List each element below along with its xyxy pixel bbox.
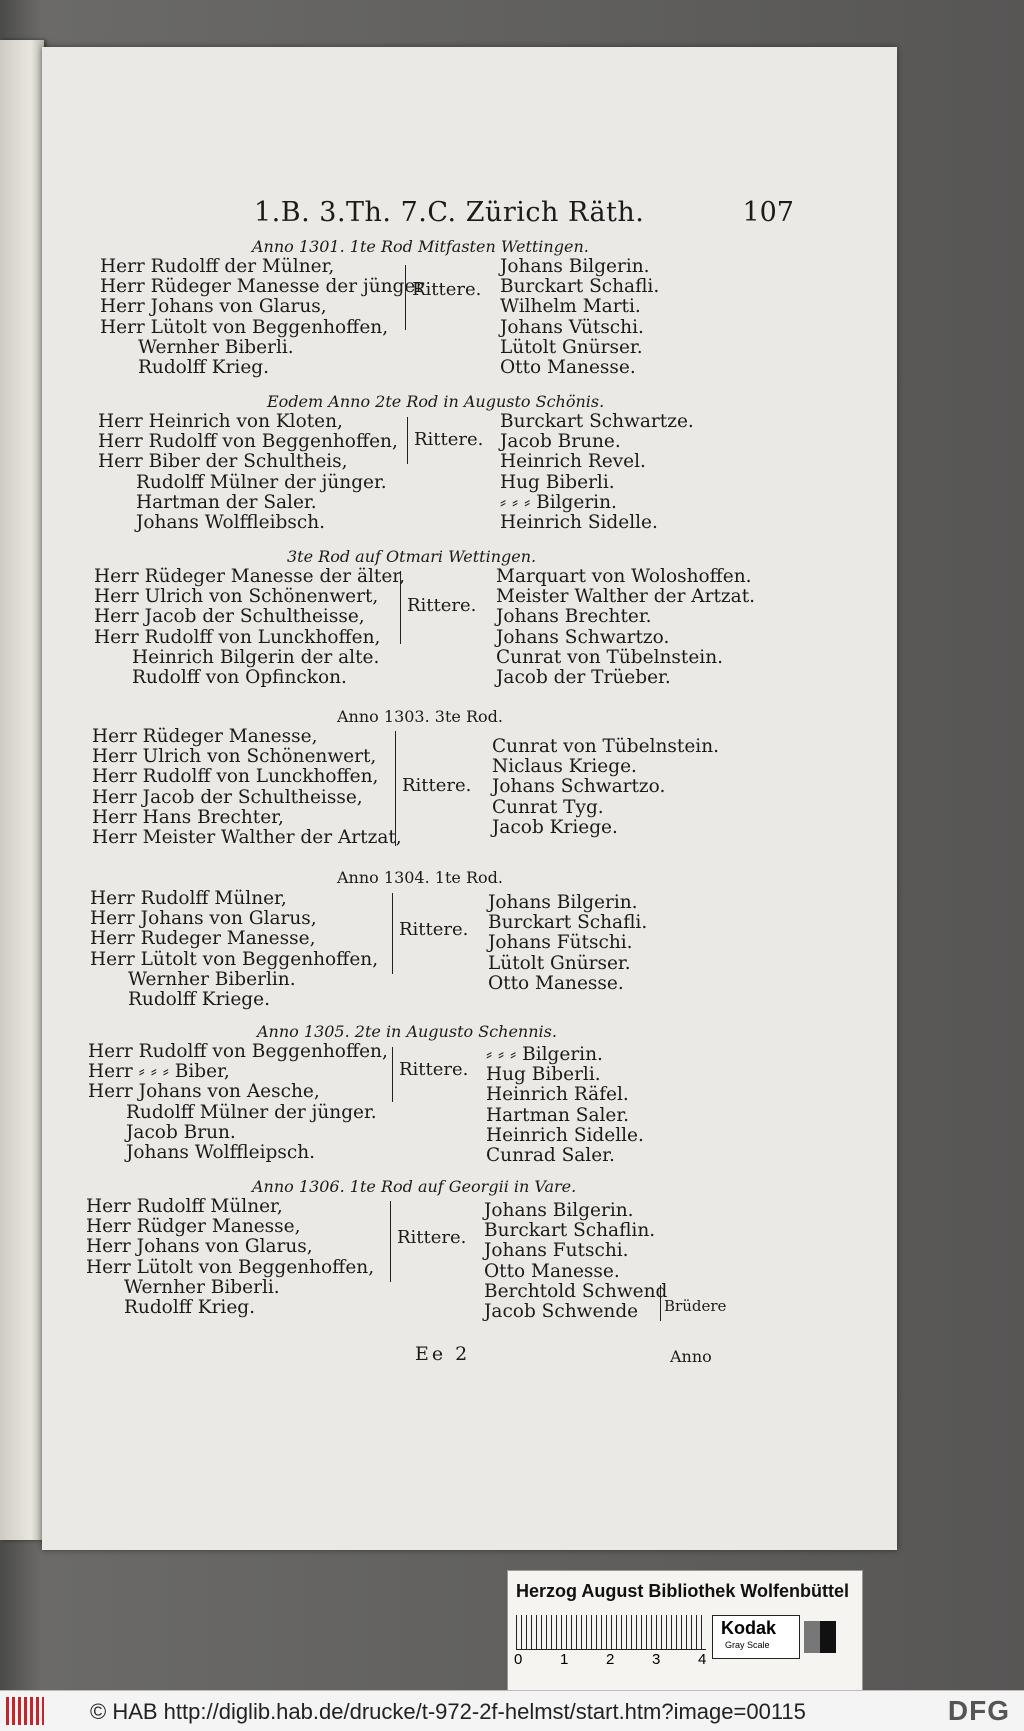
list-item: Burckart Schafli. xyxy=(488,912,648,934)
signature-mark: Ee 2 xyxy=(415,1343,471,1365)
rittere-brace: Rittere. xyxy=(400,571,476,644)
list-item: Rudolff Krieg. xyxy=(138,356,270,378)
dfg-logo: DFG xyxy=(947,1695,1010,1726)
list-item: ⸗ ⸗ ⸗ Bilgerin. xyxy=(500,491,617,513)
list-item: Hartman der Saler. xyxy=(136,491,317,513)
left-column xyxy=(98,412,398,533)
list-item: Wernher Biberlin. xyxy=(128,968,296,990)
rittere-brace: Rittere. xyxy=(405,265,481,330)
list-item: Herr Ulrich von Schönenwert, xyxy=(92,746,377,768)
list-item: Johans Vütschi. xyxy=(500,316,644,338)
list-item: Heinrich Sidelle. xyxy=(486,1124,644,1146)
list-item: Johans Schwartzo. xyxy=(492,776,666,798)
gray-patch xyxy=(804,1621,836,1653)
library-color-card xyxy=(507,1570,863,1692)
list-item: Johans Bilgerin. xyxy=(500,256,650,277)
list-item: Herr Rudolff von Beggenhoffen, xyxy=(88,1041,388,1062)
right-column xyxy=(496,567,755,688)
list-item: Herr Lütolt von Beggenhoffen, xyxy=(90,948,379,970)
library-name: Herzog August Bibliothek Wolfenbüttel xyxy=(516,1581,849,1601)
list-item: Herr Rudeger Manesse, xyxy=(90,928,316,950)
list-item: Cunrat von Tübelnstein. xyxy=(492,736,720,757)
ruler-number: 0 xyxy=(514,1651,523,1668)
list-item: Heinrich Räfel. xyxy=(486,1084,629,1106)
list-item: Cunrat Tyg. xyxy=(492,796,604,818)
list-item: Marquart von Woloshoffen. xyxy=(496,566,752,587)
right-column xyxy=(486,1045,644,1166)
list-item: Herr Rudolff Mülner, xyxy=(86,1196,283,1217)
bruder-brace xyxy=(660,1285,661,1321)
list-item: Herr Johans von Glarus, xyxy=(90,908,317,930)
rittere-brace: Rittere. xyxy=(395,731,471,846)
list-item: Niclaus Kriege. xyxy=(492,756,637,778)
list-item: Hug Biberli. xyxy=(500,471,615,493)
list-item: Hug Biberli. xyxy=(486,1064,601,1086)
source-url[interactable]: © HAB http://diglib.hab.de/drucke/t-972-2f-helmst/start.htm?image=00115 xyxy=(90,1699,806,1724)
list-item: Cunrat von Tübelnstein. xyxy=(496,646,724,668)
list-item: Herr Heinrich von Kloten, xyxy=(98,411,343,432)
list-item: Lütolt Gnürser. xyxy=(488,952,631,974)
section-heading: Anno 1304. 1te Rod. xyxy=(337,868,503,887)
kodak-logo: Kodak xyxy=(721,1618,777,1638)
rittere-brace: Rittere. xyxy=(392,1047,468,1102)
list-item: Jacob Kriege. xyxy=(492,816,618,838)
list-item: Johans Bilgerin. xyxy=(488,892,638,913)
list-item: Meister Walther der Artzat. xyxy=(496,586,756,608)
list-item: Herr Ulrich von Schönenwert, xyxy=(94,586,379,608)
section-heading: Eodem Anno 2te Rod in Augusto Schönis. xyxy=(267,392,605,411)
list-item: Herr Johans von Aesche, xyxy=(88,1081,320,1103)
page-number: 107 xyxy=(742,197,794,228)
right-column xyxy=(488,893,647,994)
section-heading: 3te Rod auf Otmari Wettingen. xyxy=(287,547,537,566)
list-item: Otto Manesse. xyxy=(500,356,636,378)
ruler-number: 2 xyxy=(606,1651,615,1668)
list-item: Otto Manesse. xyxy=(484,1260,620,1282)
list-item: Johans Futschi. xyxy=(484,1240,629,1262)
list-item: Herr Rudolff von Lunckhoffen, xyxy=(94,626,381,648)
page-header xyxy=(254,197,794,237)
list-item: Heinrich Bilgerin der alte. xyxy=(132,646,380,668)
left-column xyxy=(90,889,378,1010)
rittere-brace: Rittere. xyxy=(392,893,468,974)
list-item: Herr Rüdger Manesse, xyxy=(86,1216,301,1238)
list-item: Jacob der Trüeber. xyxy=(496,666,671,688)
gray-scale-label: Gray Scale xyxy=(725,1640,770,1650)
list-item: ⸗ ⸗ ⸗ Bilgerin. xyxy=(486,1044,603,1065)
section-heading: Anno 1303. 3te Rod. xyxy=(337,707,503,726)
list-item: Johans Schwartzo. xyxy=(496,626,670,648)
facing-page-edge xyxy=(0,40,44,1540)
list-item: Burckart Schafli. xyxy=(500,276,660,298)
kodak-gray-scale xyxy=(712,1615,800,1659)
left-column xyxy=(94,567,405,688)
list-item: Johans Fütschi. xyxy=(488,932,633,954)
list-item: Herr Lütolt von Beggenhoffen, xyxy=(100,316,389,338)
list-item: Otto Manesse. xyxy=(488,972,624,994)
list-item: Herr Rüdeger Manesse der jünger xyxy=(100,276,425,298)
list-item: Johans Bilgerin. xyxy=(484,1200,634,1221)
section-heading: Anno 1301. 1te Rod Mitfasten Wettingen. xyxy=(252,237,589,256)
section-heading: Anno 1305. 2te in Augusto Schennis. xyxy=(257,1022,557,1041)
list-item: Johans Wolffleipsch. xyxy=(126,1141,316,1163)
list-item: Herr Lütolt von Beggenhoffen, xyxy=(86,1256,375,1278)
left-column xyxy=(86,1197,374,1318)
list-item: Johans Wolffleibsch. xyxy=(136,511,326,533)
running-title: 1.B. 3.Th. 7.C. Zürich Räth. xyxy=(254,197,645,228)
ruler-number: 4 xyxy=(698,1651,707,1668)
right-column xyxy=(500,257,659,378)
list-item: Lütolt Gnürser. xyxy=(500,336,643,358)
list-item: Rudolff Mülner der jünger. xyxy=(136,471,387,493)
rittere-brace: Rittere. xyxy=(390,1201,466,1282)
right-column xyxy=(500,412,694,533)
section-heading: Anno 1306. 1te Rod auf Georgii in Vare. xyxy=(252,1177,577,1196)
list-item: Herr Rudolff von Lunckhoffen, xyxy=(92,766,379,788)
bruder-label: Brüdere xyxy=(664,1297,727,1315)
list-item: Jacob Brun. xyxy=(126,1121,236,1143)
viewer-footer xyxy=(0,1690,1024,1731)
list-item: Herr Rudolff Mülner, xyxy=(90,888,287,909)
list-item: Wernher Biberli. xyxy=(124,1276,280,1298)
list-item: Heinrich Revel. xyxy=(500,451,646,473)
list-item: Jacob Brune. xyxy=(500,431,621,453)
ruler-number: 1 xyxy=(560,1651,569,1668)
list-item: Burckart Schaflin. xyxy=(484,1220,656,1242)
list-item: Wilhelm Marti. xyxy=(500,296,641,318)
list-item: Herr ⸗ ⸗ ⸗ Biber, xyxy=(88,1061,230,1083)
left-column xyxy=(100,257,424,378)
list-item: Herr Rüdeger Manesse der älter, xyxy=(94,566,405,587)
list-item: Johans Brechter. xyxy=(496,606,652,628)
list-item: Berchtold Schwend xyxy=(484,1280,668,1302)
ruler-number: 3 xyxy=(652,1651,661,1668)
list-item: Herr Rüdeger Manesse, xyxy=(92,726,318,747)
list-item: Herr Jacob der Schultheisse, xyxy=(92,786,363,808)
right-column xyxy=(484,1201,667,1322)
list-item: Jacob Schwende xyxy=(484,1300,639,1322)
list-item: Heinrich Sidelle. xyxy=(500,511,658,533)
right-column xyxy=(492,737,719,838)
list-item: Herr Meister Walther der Artzat, xyxy=(92,826,402,848)
list-item: Herr Johans von Glarus, xyxy=(100,296,327,318)
rittere-brace: Rittere. xyxy=(407,417,483,464)
list-item: Herr Jacob der Schultheisse, xyxy=(94,606,365,628)
list-item: Wernher Biberli. xyxy=(138,336,294,358)
scale-ruler xyxy=(516,1615,706,1650)
list-item: Herr Biber der Schultheis, xyxy=(98,451,348,473)
list-item: Herr Johans von Glarus, xyxy=(86,1236,313,1258)
list-item: Burckart Schwartze. xyxy=(500,411,694,432)
list-item: Herr Hans Brechter, xyxy=(92,806,284,828)
list-item: Herr Rudolff von Beggenhoffen, xyxy=(98,431,398,453)
list-item: Rudolff Krieg. xyxy=(124,1296,256,1318)
list-item: Rudolff Mülner der jünger. xyxy=(126,1101,377,1123)
left-column xyxy=(92,727,402,848)
list-item: Hartman Saler. xyxy=(486,1104,630,1126)
book-page xyxy=(42,47,897,1550)
list-item: Herr Rudolff der Mülner, xyxy=(100,256,335,277)
left-column xyxy=(88,1042,388,1163)
hab-logo-icon xyxy=(6,1697,44,1725)
list-item: Rudolff Kriege. xyxy=(128,988,270,1010)
list-item: Cunrad Saler. xyxy=(486,1144,615,1166)
catchword: Anno xyxy=(670,1347,712,1366)
list-item: Rudolff von Opfinckon. xyxy=(132,666,347,688)
